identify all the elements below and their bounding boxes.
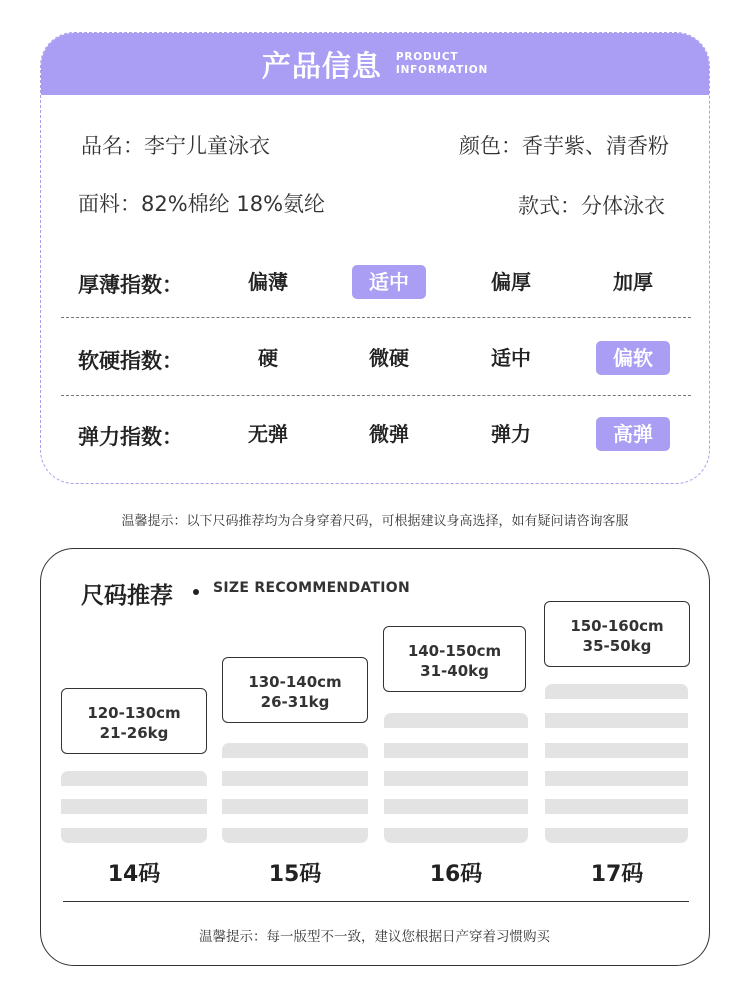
thickness-option: 偏薄: [248, 270, 288, 294]
divider: [61, 317, 691, 318]
thickness-index-label: 厚薄指数：: [78, 273, 183, 297]
product-info-header: [41, 33, 709, 95]
size-height: 140-150cm: [407, 642, 502, 660]
size-height: 150-160cm: [570, 617, 664, 635]
divider: [61, 395, 691, 396]
size-bar: [545, 799, 688, 814]
size-height: 130-140cm: [248, 673, 342, 691]
size-bubble-17: [544, 601, 690, 667]
size-bar: [545, 828, 688, 843]
size-bar: [545, 771, 688, 786]
product-color: 颜色：香芋紫、清香粉: [459, 134, 669, 158]
size-bubble-16: [383, 626, 526, 692]
size-label-15: 15码: [268, 862, 322, 887]
size-weight: 31-40kg: [420, 662, 489, 680]
thickness-option: 偏厚: [491, 270, 531, 294]
baseline-divider: [63, 901, 689, 902]
size-tip: 温馨提示：以下尺码推荐均为合身穿着尺码，可根据建议身高选择，如有疑问请咨询客服: [121, 514, 629, 529]
product-name: 品名：李宁儿童泳衣: [81, 134, 270, 158]
title-en-line1: PRODUCT: [395, 51, 459, 63]
softness-option-selected: 偏软: [596, 341, 670, 375]
size-bar: [61, 828, 207, 843]
size-weight: 35-50kg: [582, 637, 652, 655]
size-label-16: 16码: [429, 862, 483, 887]
bullet-dot: [193, 589, 199, 595]
size-recommendation-card: [40, 548, 710, 966]
size-bar: [384, 799, 528, 814]
product-info-title: 产品信息: [261, 48, 382, 83]
size-bar: [545, 713, 688, 728]
softness-option: 硬: [258, 346, 278, 370]
size-label-14: 14码: [107, 862, 161, 887]
size-bar: [545, 743, 688, 758]
size-height: 120-130cm: [87, 704, 181, 722]
elasticity-option: 弹力: [491, 422, 531, 446]
softness-index-row: [41, 339, 710, 379]
size-bar: [222, 771, 368, 786]
product-info-title-en: [396, 51, 488, 77]
size-bar: [384, 771, 528, 786]
product-fabric: 面料：82%棉纶 18%氨纶: [78, 192, 326, 216]
thickness-option-selected: 适中: [352, 265, 426, 299]
elasticity-option: 微弹: [369, 422, 409, 446]
size-bar: [545, 684, 688, 699]
softness-option: 微硬: [369, 346, 409, 370]
product-info-card: [40, 32, 710, 484]
size-label-17: 17码: [590, 862, 644, 887]
elasticity-option: 无弹: [248, 422, 288, 446]
softness-index-label: 软硬指数：: [78, 349, 183, 373]
size-bar: [222, 828, 368, 843]
size-bar: [222, 799, 368, 814]
size-recommendation-title-en: SIZE RECOMMENDATION: [213, 580, 410, 596]
size-bar: [384, 713, 528, 728]
size-bar: [61, 799, 207, 814]
size-bubble-15: [222, 657, 368, 723]
size-weight: 26-31kg: [260, 693, 330, 711]
title-en-line2: INFORMATION: [395, 64, 489, 76]
size-bar: [61, 771, 207, 786]
size-recommendation-title: 尺码推荐: [81, 583, 173, 609]
size-weight: 21-26kg: [99, 724, 169, 742]
elasticity-index-row: [41, 415, 710, 455]
size-bottom-tip: 温馨提示：每一版型不一致，建议您根据日产穿着习惯购买: [199, 929, 550, 945]
size-bar: [384, 743, 528, 758]
elasticity-option-selected: 高弹: [596, 417, 670, 451]
product-style: 款式：分体泳衣: [518, 194, 665, 218]
size-bar: [384, 828, 528, 843]
softness-option: 适中: [491, 346, 531, 370]
size-bubble-14: [61, 688, 207, 754]
thickness-option: 加厚: [613, 270, 653, 294]
thickness-index-row: [41, 263, 710, 303]
size-bar: [222, 743, 368, 758]
elasticity-index-label: 弹力指数：: [78, 425, 183, 449]
